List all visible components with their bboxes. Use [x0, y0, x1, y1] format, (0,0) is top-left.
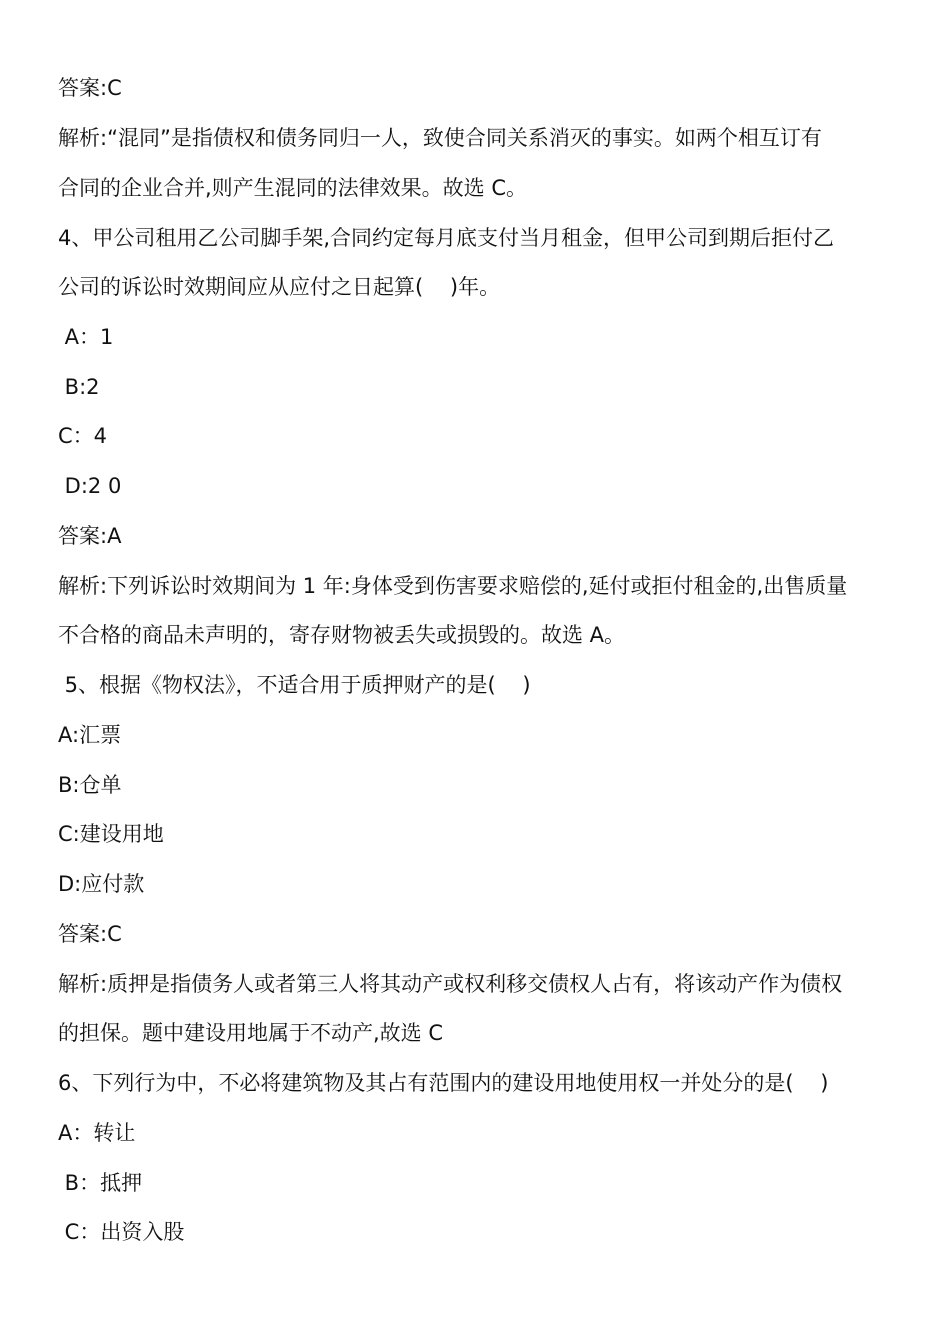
- question-6-option-a: A：转让: [58, 1121, 136, 1145]
- explanation-4-line-1: 解析:下列诉讼时效期间为 1 年:身体受到伤害要求赔偿的,延付或拒付租金的,出售质量: [58, 574, 848, 598]
- explanation-3-line-1: 解析:“混同”是指债权和债务同归一人，致使合同关系消灭的事实。如两个相互订有: [58, 126, 822, 150]
- question-4-option-d: D:2 0: [58, 474, 122, 498]
- question-4-option-c: C：4: [58, 424, 108, 448]
- question-5-option-a: A:汇票: [58, 723, 122, 747]
- question-5: 5、根据《物权法》，不适合用于质押财产的是( ): [58, 673, 531, 697]
- question-4-line-1: 4、甲公司租用乙公司脚手架,合同约定每月底支付当月租金，但甲公司到期后拒付乙: [58, 226, 835, 250]
- question-4-line-2: 公司的诉讼时效期间应从应付之日起算( )年。: [58, 275, 501, 299]
- question-4-option-b: B:2: [58, 375, 100, 399]
- explanation-3-line-2: 合同的企业合并,则产生混同的法律效果。故选 C。: [58, 176, 528, 200]
- question-5-option-d: D:应付款: [58, 872, 145, 896]
- answer-5: 答案:C: [58, 922, 122, 946]
- question-5-option-b: B:仓单: [58, 773, 122, 797]
- answer-4: 答案:A: [58, 524, 122, 548]
- explanation-5-line-2: 的担保。题中建设用地属于不动产,故选 C: [58, 1021, 444, 1045]
- question-5-option-c: C:建设用地: [58, 822, 164, 846]
- question-6-option-b: B：抵押: [58, 1171, 143, 1195]
- explanation-5-line-1: 解析:质押是指债务人或者第三人将其动产或权利移交债权人占有，将该动产作为债权: [58, 972, 843, 996]
- question-4-option-a: A：1: [58, 325, 114, 349]
- answer-3: 答案:C: [58, 76, 122, 100]
- question-6: 6、下列行为中，不必将建筑物及其占有范围内的建设用地使用权一并处分的是( ): [58, 1071, 829, 1095]
- explanation-4-line-2: 不合格的商品未声明的，寄存财物被丢失或损毁的。故选 A。: [58, 623, 626, 647]
- question-6-option-c: C：出资入股: [58, 1220, 185, 1244]
